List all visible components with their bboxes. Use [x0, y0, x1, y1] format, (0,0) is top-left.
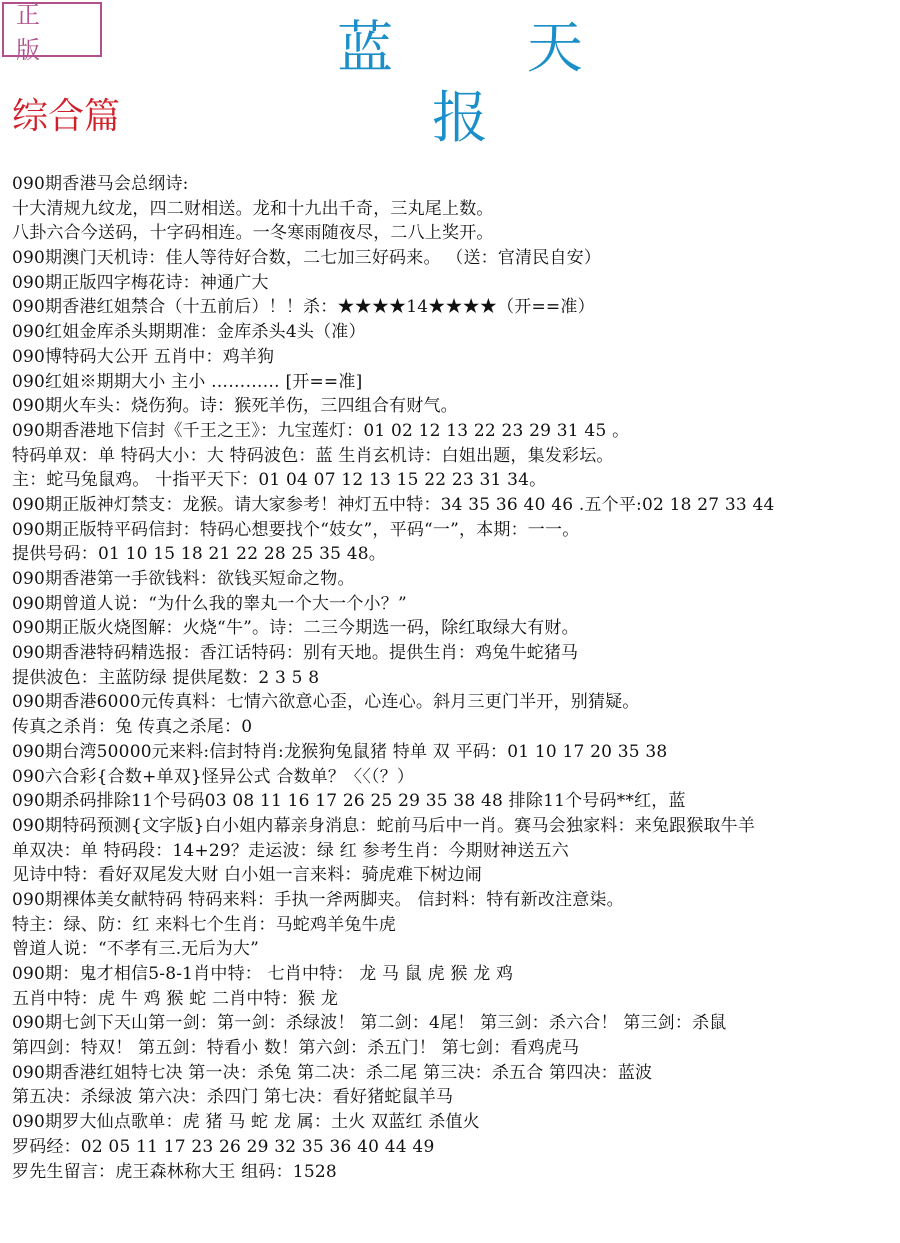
content-line: 十大清规九纹龙，四二财相送。龙和十九出千奇，三丸尾上数。 [12, 198, 494, 219]
content-line: 曾道人说：“不孝有三.无后为大” [12, 939, 259, 960]
content-line: 090期：鬼才相信5-8-1肖中特： 七肖中特： 龙 马 鼠 虎 猴 龙 鸡 [12, 964, 514, 984]
content-line: 090期澳门天机诗：佳人等待好合数，二七加三好码来。 （送：官清民自安） [12, 248, 602, 269]
content-line: 090期特码预测{文字版}白小姐内幕亲身消息：蛇前马后中一肖。赛马会独家料：来兔跟猴取牛羊 [12, 815, 756, 836]
content-line: 五肖中特：虎 牛 鸡 猴 蛇 二肖中特：猴 龙 [12, 988, 339, 1009]
content-line: 090期香港红姐禁合（十五前后）！！杀：★★★★14★★★★（开==准） [12, 297, 595, 318]
content-line: 090红姐※期期大小 主小 ………… [开==准] [12, 371, 363, 392]
content-line: 罗码经：02 05 11 17 23 26 29 32 35 36 40 44 49 [12, 1136, 435, 1157]
content-line: 特主：绿、防：红 来料七个生肖：马蛇鸡羊兔牛虎 [12, 914, 397, 935]
content-line: 090期香港马会总纲诗: [12, 174, 189, 194]
content-line: 090期正版火烧图解：火烧“牛”。诗：二三今期选一码，除红取绿大有财。 [12, 618, 579, 639]
content-lines [12, 172, 896, 1184]
content-line: 单双决：单 特码段：14+29？走运波：绿 红 参考生肖：今期财神送五六 [12, 840, 569, 861]
content-line: 090期香港红姐特七决 第一决：杀兔 第二决：杀二尾 第三决：杀五合 第四决：蓝波 [12, 1062, 653, 1083]
content-line: 090期香港地下信封《千王之王》：九宝莲灯：01 02 12 13 22 23 29 31 45 。 [12, 420, 630, 441]
content-line: 090期罗大仙点歌单：虎 猪 马 蛇 龙 属：土火 双蓝红 杀值火 [12, 1112, 480, 1133]
content-line: 090期正版特平码信封：特码心想要找个“妓女”，平码“一”，本期：一一。 [12, 519, 580, 540]
content-line: 090期火车头：烧伤狗。诗：猴死羊伤，三四组合有财气。 [12, 396, 458, 417]
content-line: 见诗中特：看好双尾发大财 白小姐一言来料：骑虎难下树边闹 [12, 865, 483, 886]
section-heading: 综合篇 [12, 96, 121, 137]
content-line: 090期七剑下天山第一剑：第一剑：杀绿波！ 第二剑：4尾！ 第三剑：杀六合！ 第三剑：杀鼠 [12, 1013, 727, 1034]
content-line: 090红姐金库杀头期期准：金库杀头4头（准） [12, 322, 366, 343]
content-line: 090期曾道人说：“为什么我的睾丸一个大一个小？” [12, 593, 407, 614]
content-line: 090期香港特码精选报：香江话特码：别有天地。提供生肖：鸡兔牛蛇猪马 [12, 643, 579, 664]
content-line: 特码单双：单 特码大小：大 特码波色：蓝 生肖玄机诗：白姐出题，集发彩坛。 [12, 445, 614, 466]
content-line: 090期香港第一手欲钱料：欲钱买短命之物。 [12, 569, 355, 589]
content-line: 传真之杀肖：兔 传真之杀尾：0 [12, 717, 253, 738]
content-line: 八卦六合今送码，十字码相连。一冬寒雨随夜尽，二八上奖开。 [12, 223, 494, 244]
content-line: 提供号码：01 10 15 18 21 22 28 25 35 48。 [12, 544, 386, 565]
content-line: 090期杀码排除11个号码03 08 11 16 17 26 25 29 35 38 48 排除11个号码**红，蓝 [12, 791, 686, 812]
content-line: 090期正版四字梅花诗：神通广大 [12, 272, 269, 293]
content-line: 提供波色：主蓝防绿 提供尾数：2 3 5 8 [12, 667, 320, 688]
content-line: 主：蛇马兔鼠鸡。 十指平天下：01 04 07 12 13 15 22 23 31 34。 [12, 470, 547, 491]
content-line: 090期正版神灯禁支：龙猴。请大家参考！神灯五中特：34 35 36 40 46 .五个平:02 18 27 33 44 [12, 494, 775, 515]
content-line: 090期香港6000元传真料：七情六欲意心歪，心连心。斜月三更门半开，别猜疑。 [12, 692, 640, 713]
page-title: 蓝 天 报 [337, 16, 641, 151]
content-line: 090期台湾50000元来料:信封特肖:龙猴狗兔鼠猪 特单 双 平码：01 10 17 20 35 38 [12, 741, 668, 762]
content-line: 罗先生留言：虎王森林称大王 组码：1528 [12, 1161, 337, 1182]
content-line: 090六合彩{合数+单双}怪异公式 合数单？〈〈（？） [12, 766, 415, 787]
content-line: 090博特码大公开 五肖中：鸡羊狗 [12, 346, 275, 367]
content-line: 第四剑：特双！ 第五剑：特看小 数！第六剑：杀五门！ 第七剑：看鸡虎马 [12, 1038, 580, 1059]
edition-badge: 正 版 [2, 2, 102, 57]
content-line: 090期裸体美女献特码 特码来料：手执一斧两脚夹。 信封料：特有新改注意柒。 [12, 889, 624, 910]
content-line: 第五决：杀绿波 第六决：杀四门 第七决：看好猪蛇鼠羊马 [12, 1087, 454, 1108]
